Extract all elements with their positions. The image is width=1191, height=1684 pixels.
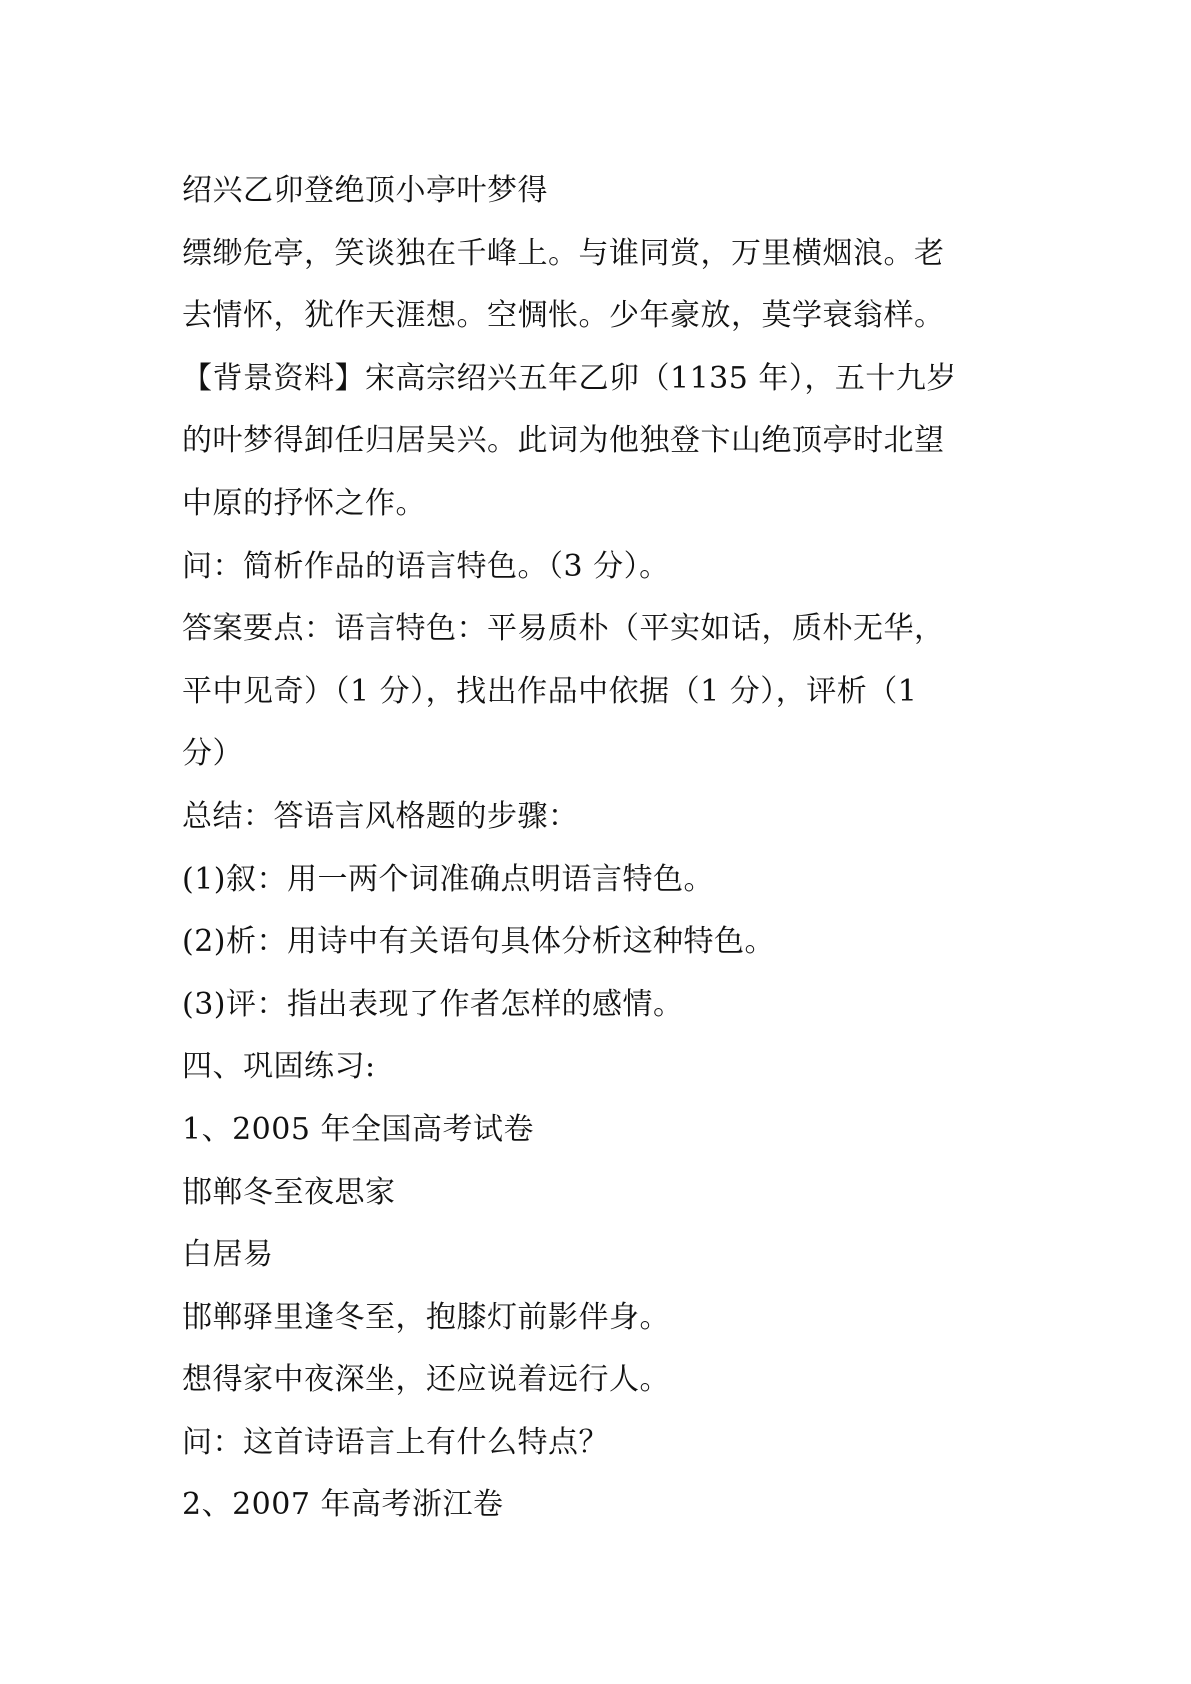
summary-step: (2)析：用诗中有关语句具体分析这种特色。	[182, 924, 775, 960]
answer-line: 答案要点：语言特色：平易质朴（平实如话，质朴无华，	[182, 611, 945, 647]
poem-text-line: 去情怀，犹作天涯想。空惆怅。少年豪放，莫学衰翁样。	[182, 298, 945, 334]
answer-line: 分）	[182, 736, 243, 772]
answer-line: 平中见奇）（1 分），找出作品中依据（1 分），评析（1	[182, 673, 918, 709]
poem-author: 白居易	[182, 1237, 274, 1273]
summary-step: (1)叙：用一两个词准确点明语言特色。	[182, 861, 714, 897]
question-line: 问：简析作品的语言特色。（3 分）。	[182, 548, 670, 584]
summary-heading: 总结：答语言风格题的步骤：	[182, 798, 579, 834]
background-paragraph-line: 【背景资料】宋高宗绍兴五年乙卯（1135 年），五十九岁	[182, 360, 957, 396]
exercise-heading: 1、2005 年全国高考试卷	[182, 1111, 534, 1147]
poem-text-line: 邯郸驿里逢冬至，抱膝灯前影伴身。	[182, 1299, 670, 1335]
poem-text-line: 缥缈危亭，笑谈独在千峰上。与谁同赏，万里横烟浪。老	[182, 235, 945, 271]
poem-text-line: 想得家中夜深坐，还应说着远行人。	[182, 1362, 670, 1398]
exercise-heading: 2、2007 年高考浙江卷	[182, 1487, 504, 1523]
poem-title: 邯郸冬至夜思家	[182, 1174, 396, 1210]
background-paragraph-line: 的叶梦得卸任归居吴兴。此词为他独登卞山绝顶亭时北望	[182, 423, 945, 459]
summary-step: (3)评：指出表现了作者怎样的感情。	[182, 986, 684, 1022]
section-heading: 四、巩固练习:	[182, 1049, 376, 1085]
question-line: 问：这首诗语言上有什么特点？	[182, 1424, 609, 1460]
document-body	[182, 160, 1002, 1537]
poem-title: 绍兴乙卯登绝顶小亭叶梦得	[182, 173, 548, 208]
background-paragraph-line: 中原的抒怀之作。	[182, 485, 426, 521]
